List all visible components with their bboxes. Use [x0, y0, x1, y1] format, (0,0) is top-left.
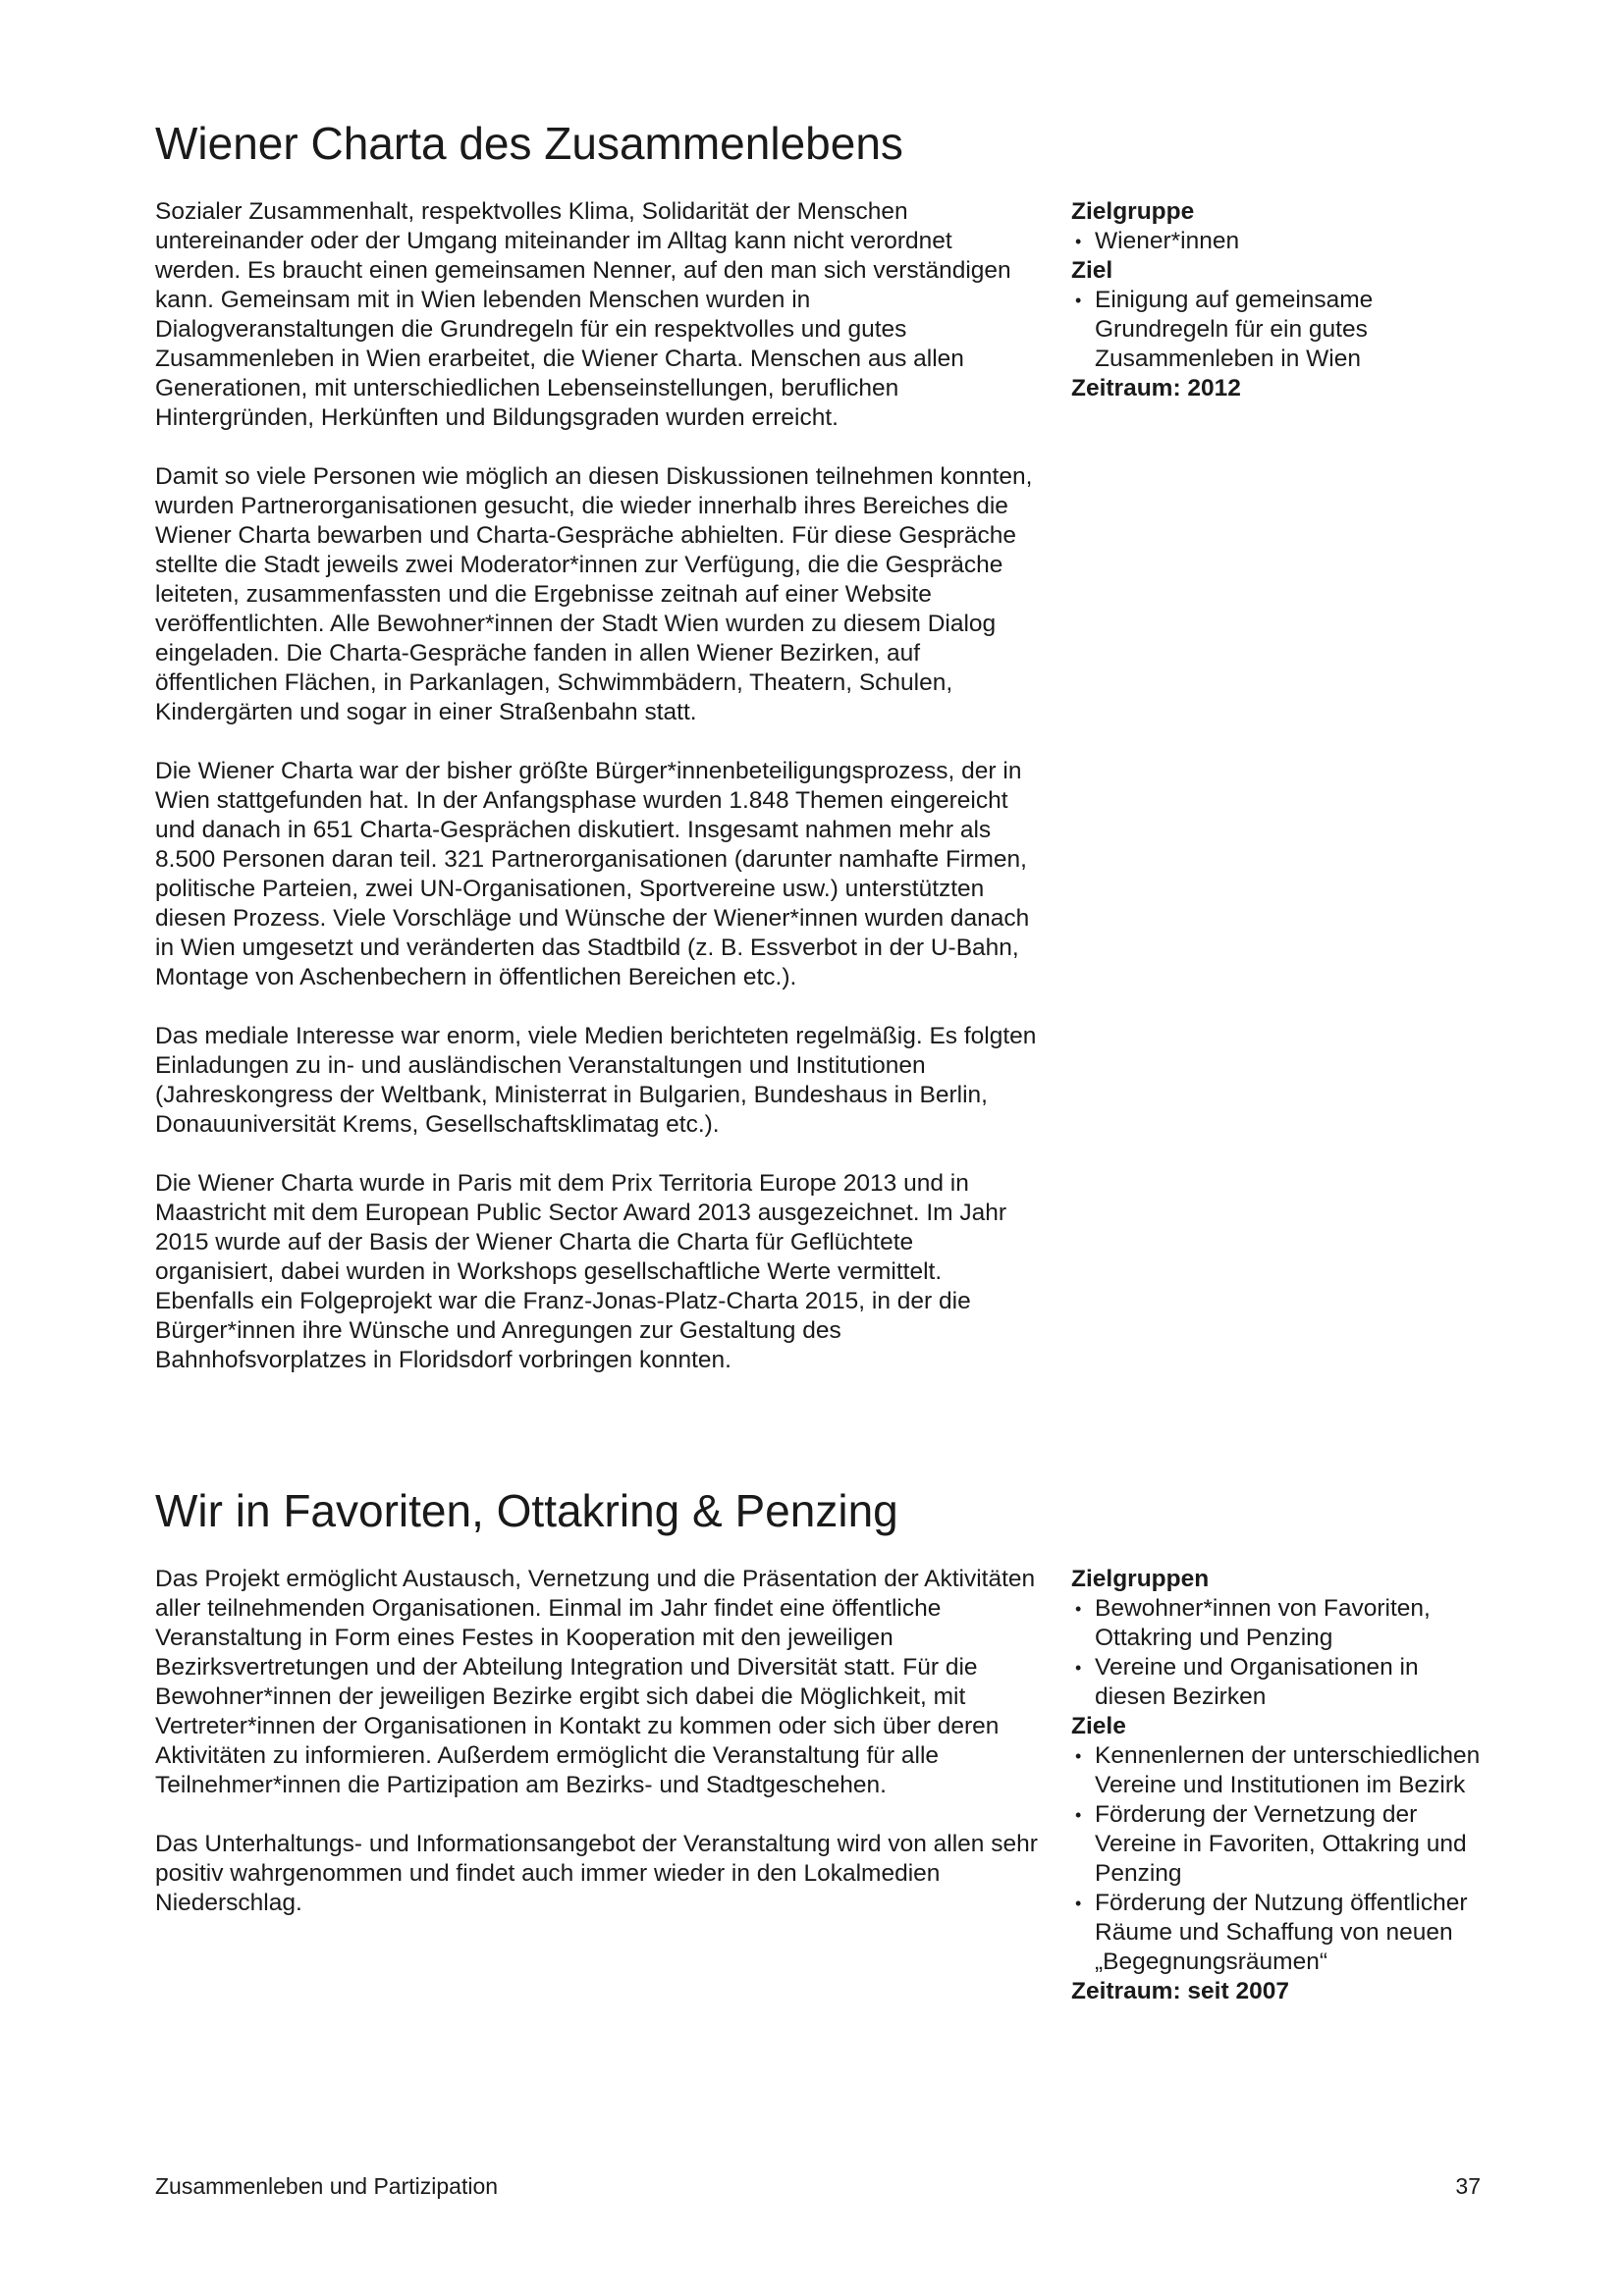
section-heading: Wiener Charta des Zusammenlebens	[155, 118, 903, 169]
info-sidebar	[1071, 197, 1493, 403]
list-item: • Förderung der Nutzung öffentlicher Räume und Schaffung von neuen „Begegnungsräumen“	[1071, 1889, 1493, 1977]
list-item: • Bewohner*innen von Favoriten, Ottakring und Penzing	[1071, 1594, 1493, 1653]
info-sidebar	[1071, 1565, 1493, 2006]
list-item: • Förderung der Vernetzung der Vereine in Favoriten, Ottakring und Penzing	[1071, 1800, 1493, 1889]
paragraph: Das Unterhaltungs- und Informationsangebot der Veranstaltung wird von allen sehr positiv wahrgenommen und findet auch immer wieder in den Lokalmedien Niederschlag.	[155, 1831, 1038, 1916]
section-heading: Wir in Favoriten, Ottakring & Penzing	[155, 1485, 898, 1536]
paragraph: Sozialer Zusammenhalt, respektvolles Klima, Solidarität der Menschen untereinander oder der Umgang miteinander im Alltag kann nicht verordnet werden. Es braucht einen gemeinsamen Nenner, auf den man sich verständigen kann. Gemeinsam mit in Wien lebenden Menschen wurden in Dialogveranstaltungen die Grundregeln für ein respektvolles und gutes Zusammenleben in Wien erarbeitet, die Wiener Charta. Menschen aus allen Generationen, mit unterschiedlichen Lebenseinstellungen, beruflichen Hintergründen, Herkünften und Bildungsgraden wurden erreicht.	[155, 198, 1011, 431]
paragraph: Damit so viele Personen wie möglich an diesen Diskussionen teilnehmen konnten, wurden Partnerorganisationen gesucht, die wieder innerhalb ihres Bereiches die Wiener Charta bewarben und Charta-Gespräche abhielten. Für diese Gespräche stellte die Stadt jeweils zwei Moderator*innen zur Verfügung, die die Gespräche leiteten, zusammenfassten und die Ergebnisse zeitnah auf einer Website veröffentlichten. Alle Bewohner*innen der Stadt Wien wurden zu diesem Dialog eingeladen. Die Charta-Gespräche fanden in allen Wiener Bezirken, auf öffentlichen Flächen, in Parkanlagen, Schwimmbädern, Theatern, Schulen, Kindergärten und sogar in einer Straßenbahn statt.	[155, 463, 1033, 725]
page-number: 37	[1455, 2173, 1481, 2199]
goal-label: Ziel	[1071, 257, 1113, 284]
target-group-label: Zielgruppe	[1071, 198, 1195, 225]
paragraph: Die Wiener Charta wurde in Paris mit dem Prix Territoria Europe 2013 und in Maastricht mit dem European Public Sector Award 2013 ausgezeichnet. Im Jahr 2015 wurde auf der Basis der Wiener Charta die Charta für Geflüchtete organisiert, dabei wurden in Workshops gesellschaftliche Werte vermittelt. Ebenfalls ein Folgeprojekt war die Franz-Jonas-Platz-Charta 2015, in der die Bürger*innen ihre Wünsche und Anregungen zur Gestaltung des Bahnhofsvorplatzes in Floridsdorf vorbringen konnten.	[155, 1170, 1007, 1373]
target-group-list	[1071, 227, 1493, 256]
list-item: • Kennenlernen der unterschiedlichen Vereine und Institutionen im Bezirk	[1071, 1741, 1493, 1800]
paragraph: Das mediale Interesse war enorm, viele Medien berichteten regelmäßig. Es folgten Einladungen zu in- und ausländischen Veranstaltungen und Institutionen (Jahreskongress der Weltbank, Ministerrat in Bulgarien, Bundeshaus in Berlin, Donauuniversität Krems, Gesellschaftsklimatag etc.).	[155, 1023, 1037, 1138]
footer-section-name: Zusammenleben und Partizipation	[155, 2173, 499, 2199]
paragraph: Die Wiener Charta war der bisher größte Bürger*innenbeteiligungsprozess, der in Wien stattgefunden hat. In der Anfangsphase wurden 1.848 Themen eingereicht und danach in 651 Charta-Gesprächen diskutiert. Insgesamt nahmen mehr als 8.500 Personen daran teil. 321 Partnerorganisationen (darunter namhafte Firmen, politische Parteien, zwei UN-Organisationen, Sportvereine usw.) unterstützten diesen Prozess. Viele Vorschläge und Wünsche der Wiener*innen wurden danach in Wien umgesetzt und veränderten das Stadtbild (z. B. Essverbot in der U-Bahn, Montage von Aschenbechern in öffentlichen Bereichen etc.).	[155, 758, 1030, 990]
list-item: • Wiener*innen	[1071, 227, 1493, 256]
goal-list	[1071, 1741, 1493, 1977]
period-label: Zeitraum: 2012	[1071, 375, 1241, 401]
target-group-list	[1071, 1594, 1493, 1712]
goal-label: Ziele	[1071, 1713, 1126, 1739]
paragraph: Das Projekt ermöglicht Austausch, Vernetzung und die Präsentation der Aktivitäten aller teilnehmenden Organisationen. Einmal im Jahr findet eine öffentliche Veranstaltung in Form eines Festes in Kooperation mit den jeweiligen Bezirksvertretungen und der Abteilung Integration und Diversität statt. Für die Bewohner*innen der jeweiligen Bezirke ergibt sich dabei die Möglichkeit, mit Vertreter*innen der Organisationen in Kontakt zu kommen oder sich über deren Aktivitäten zu informieren. Außerdem ermöglicht die Veranstaltung für alle Teilnehmer*innen die Partizipation am Bezirks- und Stadtgeschehen.	[155, 1566, 1036, 1798]
target-group-label: Zielgruppen	[1071, 1566, 1210, 1592]
list-item: • Vereine und Organisationen in diesen Bezirken	[1071, 1653, 1493, 1712]
goal-list	[1071, 286, 1493, 374]
list-item: • Einigung auf gemeinsame Grundregeln für ein gutes Zusammenleben in Wien	[1071, 286, 1493, 374]
main-text	[155, 197, 1039, 1405]
period-label: Zeitraum: seit 2007	[1071, 1978, 1289, 2004]
main-text	[155, 1565, 1039, 1948]
